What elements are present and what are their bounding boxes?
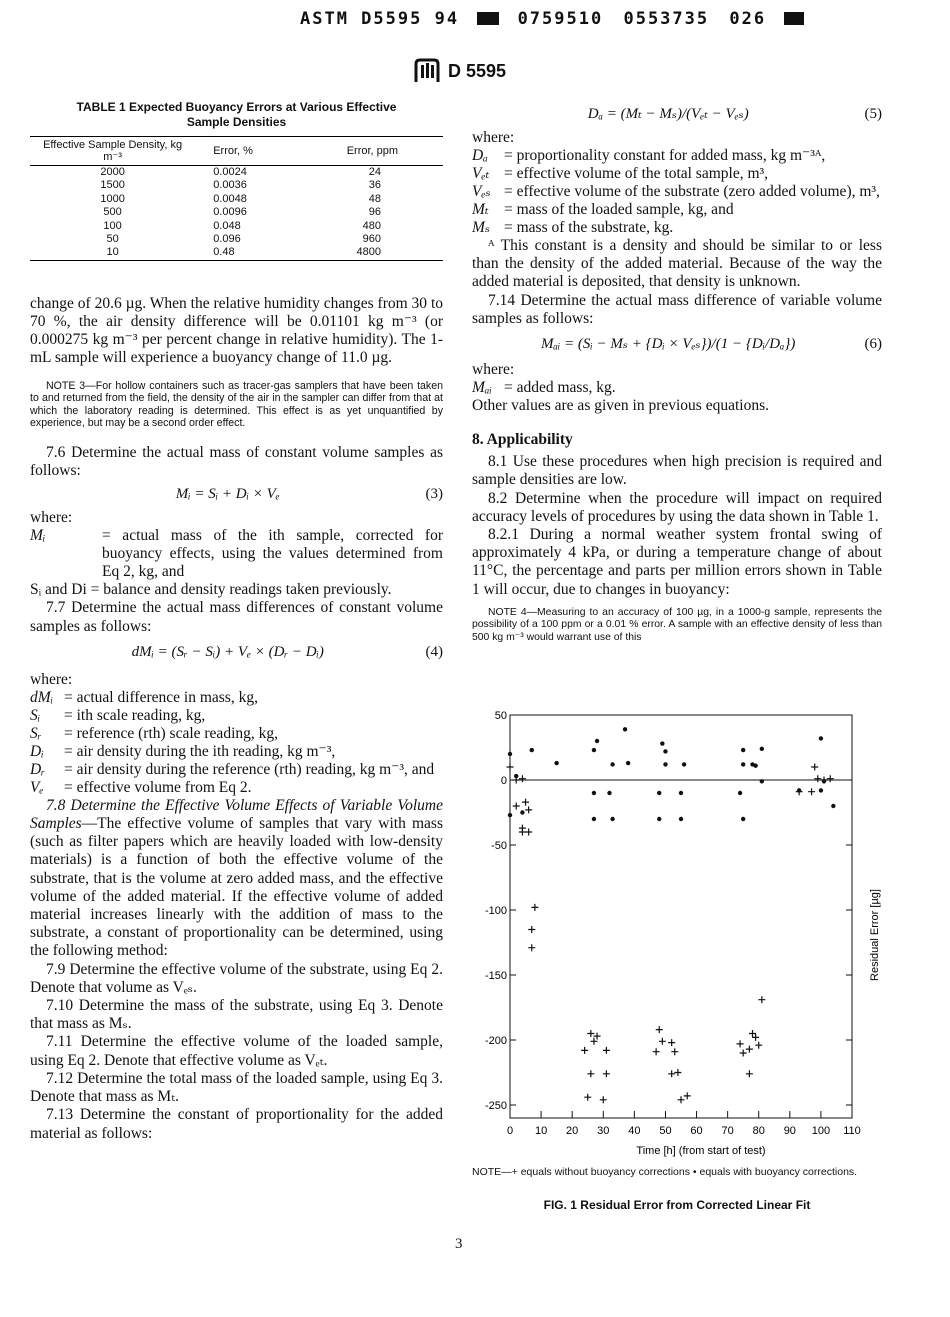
data-point-plus bbox=[525, 806, 532, 813]
data-point-plus bbox=[531, 904, 538, 911]
data-point-plus bbox=[749, 1030, 756, 1037]
data-point-plus bbox=[684, 1092, 691, 1099]
page-number: 3 bbox=[455, 1236, 463, 1252]
standard-number: D 5595 bbox=[448, 60, 507, 81]
data-point-plus bbox=[594, 1033, 601, 1040]
equation-4 bbox=[30, 644, 443, 661]
data-point-plus bbox=[513, 803, 520, 810]
definition-symbol: Mₐᵢ bbox=[472, 379, 492, 397]
where-block-3 bbox=[472, 129, 882, 237]
data-point-plus bbox=[821, 777, 828, 784]
data-point-dot bbox=[595, 739, 599, 743]
data-point-plus bbox=[668, 1039, 675, 1046]
paragraph-7-9: 7.9 Determine the effective volume of the substrate, using Eq 2. Denote that volume as Vₑₛ. bbox=[30, 960, 443, 996]
data-point-dot bbox=[819, 788, 823, 792]
data-point-plus bbox=[587, 1070, 594, 1077]
data-point-plus bbox=[581, 1047, 588, 1054]
equation-4-number: (4) bbox=[425, 643, 443, 660]
definition-symbol: Mᵢ bbox=[30, 527, 46, 545]
y-tick-label: -150 bbox=[484, 970, 507, 982]
table1-caption-text: TABLE 1 Expected Buoyancy Errors at Various Effective Sample Densities bbox=[76, 100, 397, 129]
table-cell: 100 bbox=[103, 219, 122, 232]
data-point-plus bbox=[752, 1034, 759, 1041]
equation-6 bbox=[472, 334, 882, 353]
data-point-plus bbox=[528, 944, 535, 951]
data-point-dot bbox=[660, 741, 664, 745]
data-point-plus bbox=[737, 1040, 744, 1047]
data-point-plus bbox=[827, 775, 834, 782]
data-point-dot bbox=[607, 791, 611, 795]
table-cell: 4800 bbox=[307, 246, 443, 260]
data-point-dot bbox=[657, 791, 661, 795]
paragraph-7-13: 7.13 Determine the constant of proportionality for the added material as follows: bbox=[30, 1106, 443, 1142]
figure-1-chart bbox=[468, 700, 898, 1170]
equation-5-number: (5) bbox=[864, 106, 882, 122]
table1-header-row bbox=[30, 137, 443, 166]
table-cell: 0.48 bbox=[195, 246, 307, 260]
table-cell: 2000 bbox=[100, 166, 125, 178]
data-point-dot bbox=[760, 747, 764, 751]
data-point-dot bbox=[592, 817, 596, 821]
y-tick-label: 0 bbox=[500, 775, 507, 787]
definition-symbol: Dᵣ bbox=[30, 760, 46, 778]
data-point-plus bbox=[513, 777, 520, 784]
y-tick-label: -200 bbox=[484, 1035, 507, 1047]
data-point-plus bbox=[528, 926, 535, 933]
y-tick-label: -100 bbox=[484, 905, 507, 917]
data-point-dot bbox=[592, 748, 596, 752]
definition-item bbox=[30, 743, 443, 761]
chart-axes bbox=[485, 710, 881, 1157]
header-barcode-2: 0553735 bbox=[623, 9, 710, 29]
table-row bbox=[30, 246, 443, 260]
equation-6-number: (6) bbox=[864, 336, 882, 353]
data-point-plus bbox=[668, 1070, 675, 1077]
definition-text: = added mass, kg. bbox=[504, 379, 616, 397]
x-tick-label: 50 bbox=[659, 1125, 672, 1137]
definition-text: = actual difference in mass, kg, bbox=[64, 688, 258, 706]
data-point-plus bbox=[671, 1048, 678, 1055]
definition-text: = effective volume of the total sample, m³, bbox=[504, 165, 769, 182]
astm-logo-row bbox=[412, 58, 506, 84]
paragraph-7-7: 7.7 Determine the actual mass differences of constant volume samples as follows: bbox=[30, 599, 443, 635]
paragraph-8-2: 8.2 Determine when the procedure will impact on required accuracy levels of procedures by using the data shown in Table 1. bbox=[472, 489, 882, 525]
y-tick-label: 50 bbox=[494, 710, 507, 722]
definition-item bbox=[472, 165, 882, 183]
table-cell: 0.048 bbox=[213, 219, 241, 232]
figure-caption bbox=[472, 1198, 882, 1212]
equation-5-formula: Dₐ = (Mₜ − Mₛ)/(Vₑₜ − Vₑₛ) bbox=[587, 106, 749, 122]
table-cell: 24 bbox=[368, 166, 381, 178]
section-8-heading: 8. Applicability bbox=[472, 431, 573, 449]
figure-note-text: NOTE—+ equals without buoyancy corrections • equals with buoyancy corrections. bbox=[472, 1166, 858, 1178]
equation-4-formula: dMᵢ = (Sᵣ − Sᵢ) + Vₑ × (Dᵣ − Dᵢ) bbox=[131, 643, 324, 660]
definition-text: = proportionality constant for added mass, kg m⁻³ᴬ, bbox=[504, 147, 826, 164]
data-point-plus bbox=[811, 764, 818, 771]
x-tick-label: 90 bbox=[783, 1125, 796, 1137]
definition-text: = ith scale reading, kg, bbox=[64, 706, 206, 724]
data-point-plus bbox=[746, 1070, 753, 1077]
table-cell: 0.0048 bbox=[213, 192, 247, 205]
equation-3 bbox=[30, 486, 443, 503]
data-point-dot bbox=[819, 736, 823, 740]
data-point-dot bbox=[760, 779, 764, 783]
data-point-dot bbox=[663, 762, 667, 766]
paragraph-7-10: 7.10 Determine the mass of the substrate, using Eq 3. Denote that mass as Mₛ. bbox=[30, 997, 443, 1033]
data-point-dot bbox=[741, 762, 745, 766]
data-point-dot bbox=[741, 817, 745, 821]
table-cell: 1000 bbox=[100, 192, 125, 205]
definition-item bbox=[472, 147, 882, 165]
data-point-dot bbox=[610, 762, 614, 766]
table-row bbox=[30, 233, 443, 246]
x-tick-label: 80 bbox=[752, 1125, 765, 1137]
data-point-dot bbox=[623, 727, 627, 731]
definition-text: = air density during the ith reading, kg m⁻³, bbox=[64, 742, 336, 760]
paragraph-7-8 bbox=[30, 797, 443, 961]
table-cell: 0.096 bbox=[213, 233, 241, 246]
table-row bbox=[30, 206, 443, 219]
table-cell: 96 bbox=[368, 206, 381, 219]
where-label: where: bbox=[30, 670, 73, 688]
paragraph-7-14: 7.14 Determine the actual mass difference of variable volume samples as follows: bbox=[472, 291, 882, 327]
table-row bbox=[30, 220, 443, 233]
x-axis-label bbox=[636, 1145, 765, 1157]
paragraph-7-12: 7.12 Determine the total mass of the loaded sample, using Eq 3. Denote that mass as Mₜ. bbox=[30, 1069, 443, 1106]
data-point-plus bbox=[755, 1042, 762, 1049]
figure-note bbox=[472, 1166, 882, 1179]
table-row bbox=[30, 193, 443, 206]
header-barcode-3: 026 bbox=[729, 9, 767, 29]
data-point-plus bbox=[659, 1038, 666, 1045]
table1-caption bbox=[30, 100, 443, 130]
where-block-1 bbox=[30, 509, 443, 599]
table-cell: 1500 bbox=[100, 179, 125, 192]
table1 bbox=[30, 136, 443, 261]
data-point-dot bbox=[741, 748, 745, 752]
where-label: where: bbox=[472, 129, 515, 146]
where-label: where: bbox=[30, 509, 73, 527]
x-tick-label: 60 bbox=[690, 1125, 703, 1137]
definition-symbol: Sᵣ bbox=[30, 724, 42, 742]
data-point-dot bbox=[508, 813, 512, 817]
definition-symbol: Mₛ bbox=[472, 219, 491, 236]
left-column bbox=[30, 100, 443, 1143]
x-tick-label: 30 bbox=[597, 1125, 610, 1137]
data-point-dot bbox=[753, 764, 757, 768]
table1-header-error-pct: Error, % bbox=[195, 137, 307, 166]
table-cell: 36 bbox=[368, 179, 381, 192]
table1-header-error-ppm: Error, ppm bbox=[307, 137, 443, 166]
data-point-plus bbox=[746, 1046, 753, 1053]
table-cell: 10 bbox=[30, 246, 195, 260]
data-point-dot bbox=[682, 762, 686, 766]
definition-text: = mass of the loaded sample, kg, and bbox=[504, 201, 734, 218]
table1-header-density: Effective Sample Density, kg m⁻³ bbox=[30, 137, 195, 166]
plot-frame bbox=[510, 715, 852, 1118]
x-tick-label: 10 bbox=[534, 1125, 548, 1137]
data-point-plus bbox=[674, 1069, 681, 1076]
definition-symbol: Dᵢ bbox=[30, 742, 44, 760]
data-point-plus bbox=[758, 996, 765, 1003]
x-axis-unit: [h] bbox=[663, 1145, 676, 1157]
data-point-dot bbox=[626, 761, 630, 765]
data-point-plus bbox=[656, 1026, 663, 1033]
figure-caption-text: FIG. 1 Residual Error from Corrected Linear Fit bbox=[543, 1198, 811, 1212]
x-tick-label: 70 bbox=[721, 1125, 734, 1137]
equation-3-formula: Mᵢ = Sᵢ + Dᵢ × Vₑ bbox=[175, 486, 280, 503]
definition-symbol: dMᵢ bbox=[30, 688, 54, 706]
data-point-dot bbox=[508, 752, 512, 756]
definition-text: = effective volume of the substrate (zero added volume), m³, bbox=[504, 183, 880, 200]
table-cell: 50 bbox=[106, 233, 119, 246]
data-point-plus bbox=[603, 1070, 610, 1077]
paragraph-8-2-1: 8.2.1 During a normal weather system frontal swing of approximately 4 kPa, or during a temperature change of about 11°C, the percentage and parts per million errors shown in Table 1 will occur, due to changes in buoyancy: bbox=[472, 526, 882, 598]
header-bar-block bbox=[477, 12, 499, 25]
definition-text: = reference (rth) scale reading, kg, bbox=[64, 724, 278, 742]
data-point-plus bbox=[584, 1094, 591, 1101]
x-tick-label: 110 bbox=[843, 1125, 861, 1137]
paragraph-7-11: 7.11 Determine the effective volume of the loaded sample, using Eq 2. Denote that effective volume as Vₑₜ. bbox=[30, 1033, 443, 1069]
document-header-code bbox=[300, 9, 804, 29]
where-label: where: bbox=[472, 361, 515, 379]
definition-text: = air density during the reference (rth) reading, kg m⁻³, and bbox=[64, 760, 435, 778]
data-point-dot bbox=[554, 761, 558, 765]
paragraph-7-6: 7.6 Determine the actual mass of constant volume samples as follows: bbox=[30, 444, 443, 480]
table-row bbox=[30, 179, 443, 192]
data-point-dot bbox=[663, 749, 667, 753]
data-point-plus bbox=[587, 1030, 594, 1037]
astm-logo-icon bbox=[412, 58, 442, 84]
equation-6-formula: Mₐᵢ = (Sᵢ − Mₛ + {Dᵢ × Vₑₛ})/(1 − {Dᵢ/Dₐ}) bbox=[541, 336, 796, 353]
table-row bbox=[30, 166, 443, 180]
definition-symbol: Vₑ bbox=[30, 778, 44, 796]
y-tick-label: -50 bbox=[491, 840, 507, 852]
data-point-plus bbox=[796, 788, 803, 795]
data-point-dot bbox=[520, 810, 524, 814]
data-point-plus bbox=[525, 829, 532, 836]
definition-mi bbox=[30, 527, 443, 581]
x-tick-label: 0 bbox=[506, 1125, 514, 1137]
data-point-dot bbox=[831, 804, 835, 808]
header-barcode-1: 0759510 bbox=[517, 9, 604, 29]
data-point-plus bbox=[507, 764, 514, 771]
data-point-plus bbox=[808, 788, 815, 795]
right-column bbox=[472, 100, 882, 645]
note-4: NOTE 4—Measuring to an accuracy of 100 µg, in a 1000-g sample, represents the possibility of a 100 ppm or a 0.01 % error. A sample with an effective density of less than 500 kg m⁻³ would warrant use of this bbox=[472, 606, 882, 644]
data-point-dot bbox=[592, 791, 596, 795]
definition-item bbox=[30, 779, 443, 797]
data-point-dot bbox=[679, 791, 683, 795]
table-cell: 0.0024 bbox=[213, 166, 247, 178]
table-cell: 960 bbox=[362, 233, 381, 246]
definition-symbol: Vₑₛ bbox=[472, 183, 491, 200]
data-point-dot bbox=[610, 817, 614, 821]
header-code-text: ASTM D5595 94 bbox=[300, 9, 460, 29]
data-point-plus bbox=[519, 825, 526, 832]
paragraph-7-8-title: 7.8 Determine the Effective Volume Effects of Variable Volume Samples bbox=[30, 796, 443, 833]
definition-text: = mass of the substrate, kg. bbox=[504, 219, 674, 236]
equation-5 bbox=[472, 104, 882, 123]
definition-item bbox=[30, 707, 443, 725]
equation-3-number: (3) bbox=[425, 486, 443, 503]
data-point-dot bbox=[738, 791, 742, 795]
other-values-note: Other values are as given in previous equations. bbox=[472, 397, 769, 415]
table-cell: 480 bbox=[362, 219, 381, 232]
definition-item bbox=[30, 725, 443, 743]
definition-si-di: Sᵢ and Di = balance and density readings taken previously. bbox=[30, 581, 392, 599]
y-tick-label: -250 bbox=[484, 1100, 507, 1112]
table-cell: 48 bbox=[368, 192, 381, 205]
data-point-dot bbox=[679, 817, 683, 821]
data-point-plus bbox=[519, 775, 526, 782]
data-point-plus bbox=[814, 775, 821, 782]
x-tick-label: 20 bbox=[566, 1125, 579, 1137]
where-block-4 bbox=[472, 361, 882, 415]
paragraph-8-1: 8.1 Use these procedures when high precision is required and sample densities are low. bbox=[472, 453, 882, 489]
definition-item bbox=[472, 219, 882, 237]
definition-text: = effective volume from Eq 2. bbox=[64, 778, 252, 796]
data-point-plus bbox=[678, 1096, 685, 1103]
x-axis-label-suffix: (from start of test) bbox=[675, 1145, 766, 1157]
definition-text: = actual mass of the ith sample, corrected for buoyancy effects, using the values determined from Eq 2, kg, and bbox=[102, 527, 443, 581]
x-tick-label: 100 bbox=[811, 1125, 831, 1137]
data-point-dot bbox=[657, 817, 661, 821]
data-point-plus bbox=[522, 799, 529, 806]
data-point-plus bbox=[590, 1038, 597, 1045]
definition-item bbox=[472, 201, 882, 219]
note-3: NOTE 3—For hollow containers such as tracer-gas samplers that have been taken to and returned from the field, the density of the air in the sampler can differ from that at which the laboratory reading is determined. This effect is as yet unquantified by experience, but may be a second order effect. bbox=[30, 379, 443, 430]
table-cell: 500 bbox=[103, 206, 122, 219]
header-bar-block-end bbox=[784, 12, 804, 25]
definition-symbol: Dₐ bbox=[472, 147, 488, 164]
data-point-plus bbox=[653, 1048, 660, 1055]
definition-item bbox=[30, 689, 443, 707]
x-axis-label-text: Time bbox=[636, 1145, 664, 1157]
where-block-2 bbox=[30, 671, 443, 797]
data-point-plus bbox=[740, 1050, 747, 1057]
definition-item bbox=[30, 761, 443, 779]
definition-symbol: Vₑₜ bbox=[472, 165, 490, 182]
paragraph-7-8-body: —The effective volume of samples that vary with mass (such as filter papers which are heavily loaded with low-density materials) is a function of both the effective volume of the substrate, that is the volume at zero added mass, and the effective volume of the added material. If the effective volume of added material increases linearly with the addition of mass to the substrate, a constant of proportionality can be determined, using the following method: bbox=[30, 815, 443, 960]
data-point-dot bbox=[530, 748, 534, 752]
table-cell: 0.0036 bbox=[213, 179, 247, 192]
chart-marks bbox=[507, 727, 836, 1103]
x-tick-label: 40 bbox=[628, 1125, 641, 1137]
y-axis-label: Residual Error [µg] bbox=[869, 889, 881, 981]
table-cell: 0.0096 bbox=[213, 206, 247, 219]
definition-item bbox=[472, 379, 882, 397]
footnote-a: ᴬ This constant is a density and should be similar to or less than the density of the added material. Because of the way the added material is deposited, that density is unknown. bbox=[472, 237, 882, 291]
definition-item bbox=[472, 183, 882, 201]
data-point-plus bbox=[600, 1096, 607, 1103]
definition-symbol: Mₜ bbox=[472, 201, 489, 218]
data-point-plus bbox=[603, 1047, 610, 1054]
paragraph-humidity: change of 20.6 µg. When the relative humidity changes from 30 to 70 %, the air density difference will be 0.01101 kg m⁻³ (or 0.000275 kg m⁻³ per percent change in relative humidity). The 1-mL sample will experience a buoyancy change of 11.0 µg. bbox=[30, 294, 443, 367]
definition-symbol: Sᵢ bbox=[30, 706, 41, 724]
